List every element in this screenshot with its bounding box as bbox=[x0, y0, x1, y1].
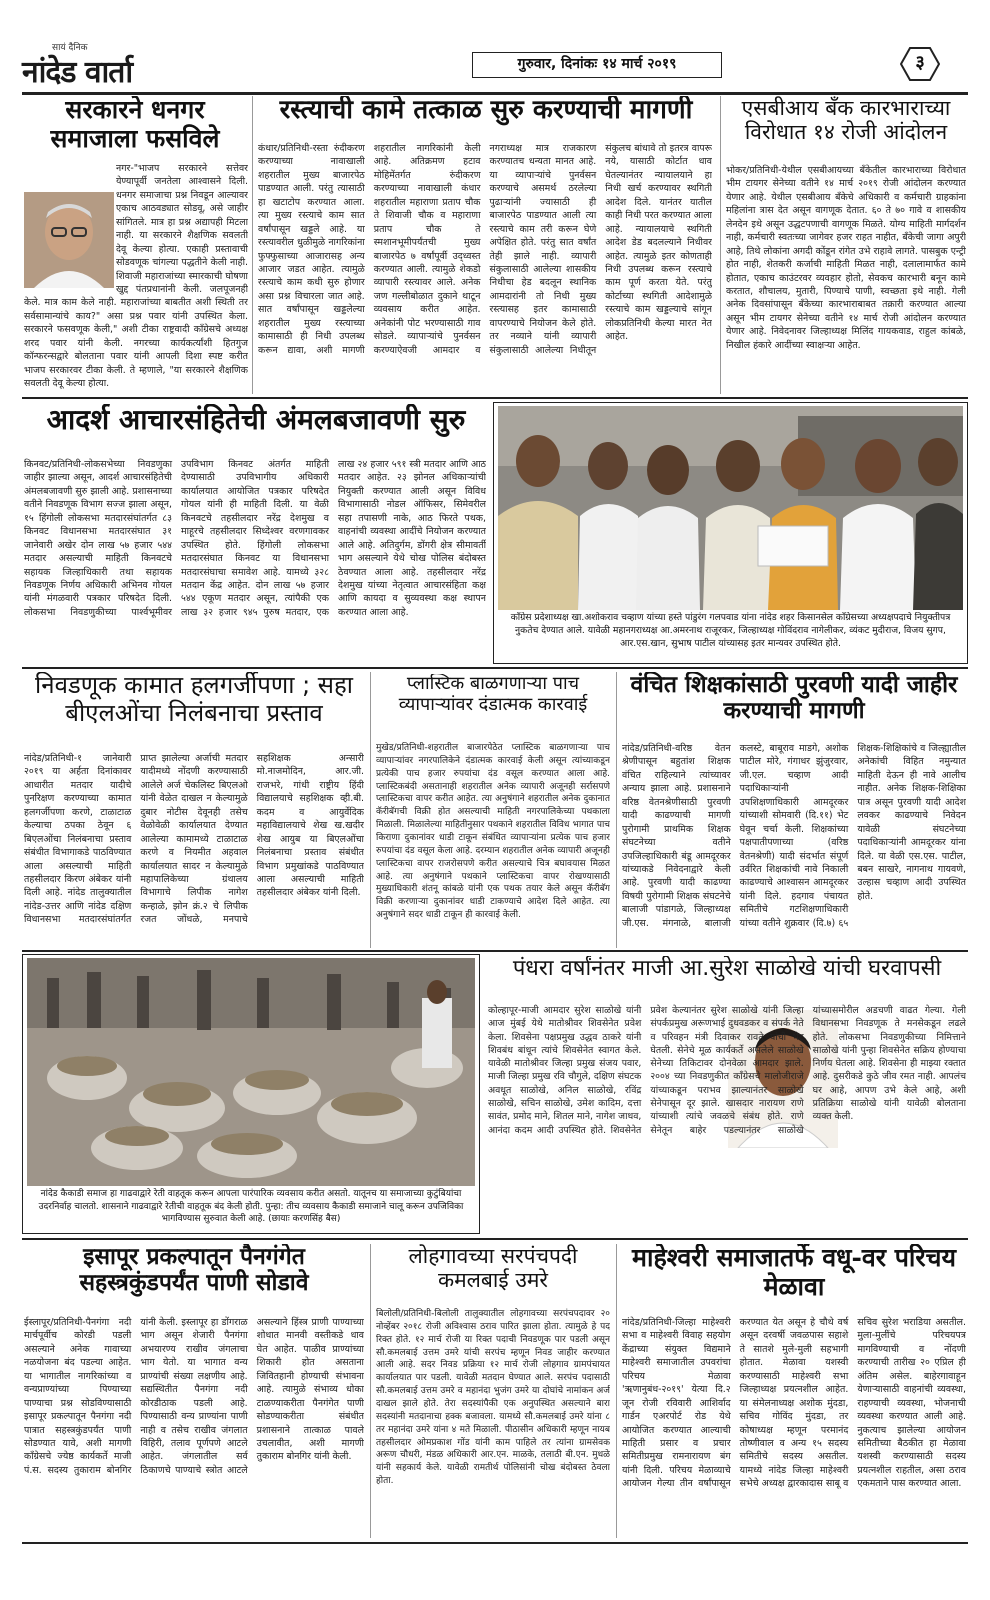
article-salokhe-return-text bbox=[488, 1004, 966, 1232]
headline-plastic-action: प्लास्टिक बाळगणाऱ्या पाच व्यापाऱ्यांवर दंडात्मक कारवाई bbox=[398, 674, 588, 715]
article-road-works-text: कंधार/प्रतिनिधी-रस्ता रुंदीकरण करण्याच्या नावाखाली शहरातील मुख्य बाजारपेठ पाडण्यात आली. परंतु त्यासाठी हा खटाटोप करण्यात आला. त्या मुख्य रस्त्याचे काम सात वर्षांपासून खड्डले आहे. या रस्त्यावरील धुळीमुळे नागरिकांना फुफ्फुसाच्या आजारासह अन्य आजार जडत आहेत. त्यामुळे रस्त्याचे काम कधी सुरु होणार असा प्रश्न विचारला जात आहे. सात वर्षांपासून खड्डलेल्या शहरातील मुख्य रस्त्याच्या कामासाठी ही निधी उपलब्ध करून द्यावा, अशी मागणी शहरातील नागरिकांनी केली आहे. अतिक्रमण हटाव मोहिमेंतर्गत रुंदीकरण करण्याच्या नावाखाली कंधार शहरातील महाराणा प्रताप चौक ते शिवाजी चौक व महाराणा प्रताप चौक ते स्मशानभूमीपर्यंतची मुख्य बाजारपेठ ७ वर्षांपूर्वी उद्ध्वस्त करण्यात आली. त्यामुळे शेकडो व्यापारी रस्त्यावर आले. अनेक जण गल्लीबोळात दुकाने थाटून व्यवसाय करीत आहेत. अनेकांनी पोट भरण्यासाठी गाव सोडले. व्यापाऱ्यांचे पुनर्वसन करण्याऐवजी आमदार व नगराध्यक्ष मात्र राजकारण करण्यातच धन्यता मानत आहे. या व्यापाऱ्यांचे पुनर्वसन करण्याचे असमर्थ ठरलेल्या पुढाऱ्यांनी ज्यासाठी ही बाजारपेठ पाडण्यात आली त्या रस्त्याचे काम तरी करून घेणे अपेक्षित होते. परंतु सात वर्षांत तेही झाले नाही. व्यापारी संकुलासाठी आलेल्या शासकीय निधीचा हेड बदलून स्थानिक आमदारांनी तो निधी मुख्य रस्त्यासह इतर कामासाठी वापरण्याचे नियोजन केले होते. तर नव्याने यांनी व्यापारी संकुलासाठी आलेल्या निधीतून संकुलच बांधावे तो इतरत्र वापरू नये, यासाठी कोर्टात धाव घेतल्यानंतर न्यायालयाने हा निधी खर्च करण्यावर स्थगिती आदेश दिले. यानंतर यातील काही निधी परत करण्यात आला आहे. न्यायालयाचे स्थगिती आदेश डेड बदलल्याने निधीवर आहेत. त्यामुळे इतर कोणताही निधी उपलब्ध करून रस्त्याचे काम पूर्ण करता येते. परंतु कोर्टाच्या स्थगिती आदेशामुळे रस्त्याचे काम खड्डल्याचे सांगून लोकप्रतिनिधी केल्या मारत नेत आहेत. bbox=[258, 143, 712, 356]
divider bbox=[370, 1244, 371, 1538]
divider bbox=[616, 672, 617, 948]
headline-isapur-water: इसापूर प्रकल्पातून पैनगंगेत सहस्त्रकुंडपर्यंत पाणी सोडावे bbox=[79, 1244, 309, 1297]
top-rule bbox=[22, 92, 968, 95]
page-number-label: ३ bbox=[915, 52, 925, 73]
article-sbi-protest-text: भोकर/प्रतिनिधी-येथील एसबीआयच्या बँकेतील कारभाराच्या विरोधात भीम टायगर सेनेच्या वतीने १४ मार्च २०१९ रोजी आंदोलन करण्यात येणार आहे. येथील एसबीआय बँकेचे अधिकारी व कर्मचारी ग्राहकांना महिलांना त्रास देत असून वागणूक देतात. ६० ते ७० गावे व शासकीय लेनदेन इथे असून उद्धटपणाची वागणूक मिळते. योग्य माहिती मार्गदर्शन नाही, कर्मचारी स्वतःच्या जागेवर हजर राहत नाहीत, बँकेची जागा अपुरी आहे, तिथे लोकांना अगदी कोंडून रांगेत उभे राहावे लागते. पासबुक एन्ट्री होत नाही, शेतकरी कर्जाची माहिती मिळत नाही, दलालामार्फत कामे होतात, एकाच काउंटरवर व्यवहार होतो, सेवकच कारभारी बनून कामे करतात, शौचालय, मुतारी, पिण्याचे पाणी, स्वच्छता इथे नाही. गेली अनेक दिवसांपासून बँकेच्या कारभाराबाबत तक्रारी करण्यात आल्या असून भीम टायगर सेनेच्या वतीने १४ मार्च रोजी आंदोलन करण्यात येणार आहे. निवेदनावर जिल्हाध्यक्ष मिलिंद गायकवाड, राहुल कांबळे, निखील हंकारे आदींच्या स्वाक्षऱ्या आहेत. bbox=[726, 165, 966, 351]
divider bbox=[252, 96, 253, 394]
article-dhangar-body: नगर-"भाजप सरकारने सत्तेवर येण्यापूर्वी जनतेला आश्वासने दिली. धनगर समाजाचा प्रश्न निवडून आल्यावर एकाच आठवड्यात सोडवू, असे जाहीर सांगितले. मात्र हा प्रश्न अद्यापही मिटला नाही. या सरकारने शैक्षणिक सवलती देवू केल्या होत्या. एकाही प्रस्तावाची सोडवणूक चांगल्या पद्धतीने केली नाही. शिवाजी महाराजांच्या स्मारकाची घोषणा खुद्द पंतप्रधानांनी केली. जलपूजनही केले. मात्र काम केले नाही. महाराजांच्या बाबतीत अशी स्थिती तर सर्वसामान्यांचे काय?" असा प्रश्न पवार यांनी उपस्थित केला. सरकारने फसवणूक केली," अशी टीका राष्ट्रवादी काँग्रेसचे अध्यक्ष शरद पवार यांनी केली. नगरच्या कार्यकर्त्यांशी हितगुज कॉन्फरन्सद्वारे बोलताना पवार यांनी आपली दिशा स्पष्ट करीत भाजप सरकारवर टीका केली. ते म्हणाले, "या सरकारने शैक्षणिक सवलती देवू केल्या होत्या. bbox=[24, 163, 248, 389]
headline-teachers-list: वंचित शिक्षकांसाठी पुरवणी यादी जाहीर करण्याची मागणी bbox=[630, 672, 958, 725]
article-plastic-action-text: मुखेड/प्रतिनिधी-शहरातील बाजारपेठेत प्लास्टिक बाळगणाऱ्या पाच व्यापाऱ्यांवर नगरपालिकेने दंडात्मक कारवाई केली असून त्यांच्याकडून प्रत्येकी पाच हजार रुपयांचा दंड वसूल करण्यात आला आहे. प्लास्टिकबंदी असतानाही शहरातील अनेक व्यापारी अजूनही सर्रासपणे प्लास्टिकचा वापर करीत आहेत. त्या अनुषंगाने शहरातील अनेक दुकानात कॅरीबॅगची विक्री होत असल्याची माहिती नगरपालिकेच्या पथकाला मिळाली. मिळालेल्या माहितीनुसार पथकाने शहरातील विविध भागात पाच किराणा दुकानांवर धाडी टाकून संबंधित व्यापाऱ्यांना प्रत्येक पाच हजार रुपयांचा दंड वसूल केला आहे. दरम्यान शहरातील अनेक व्यापारी अजूनही प्लास्टिकचा वापर राजरोसपणे करीत असल्याचे चित्र बघावयास मिळत आहे. त्या अनुषंगाने पथकाने प्लास्टिकचा वापर रोखण्यासाठी मुख्याधिकारी शंतनू कांबळे यांनी एक पथक तयार केले असून कॅरीबॅग विक्री करणाऱ्या दुकानांवर धाडी टाकण्याचे आदेश दिले आहेत. त्या अनुषंगाने सदर धाडी टाकून ही कारवाई केली. bbox=[376, 743, 610, 921]
article-dhangar-text bbox=[24, 162, 248, 392]
article-lohgaon-sarpanch-text: बिलोली/प्रतिनिधी-बिलोली तालुक्यातील लोहगावच्या सरपंचपदावर २० नोव्हेंबर २०१८ रोजी अविश्वास ठराव पारित झाला होता. त्यामुळे हे पद रिक्त होते. १२ मार्च रोजी या रिक्त पदाची निवडणूक पार पडली असून सौ.कमलबाई उत्तम उमरे यांची सरपंच म्हणून निवड जाहीर करण्यात आली आहे. सदर निवड प्रक्रिया १२ मार्च रोजी लोहगाव ग्रामपंचायत कार्यालयात पार पडली. यावेळी मतदान घेण्यात आले. सरपंच पदासाठी सौ.कमलबाई उत्तम उमरे व महानंदा भुजंग उमरे या दोघांचे नामांकन अर्ज दाखल झाले होते. तेरा सदस्यांपैकी एक अनुपस्थित असल्याने बारा सदस्यांनी मतदानाचा हक्क बजावला. यामध्ये सौ.कमलबाई उमरे यांना ८ तर महानंदा उमरे यांना ४ मते मिळाली. पीठासीन अधिकारी म्हणून नायब तहसीलदार ओमप्रकाश गोंड यांनी काम पाहिले तर त्यांना ग्रामसेवक अरूण चौधरी, मंडळ अधिकारी आर.एन. माळके, तलाठी बी.एन. मुधळे यांनी सहकार्य केले. यावेळी रामतीर्थ पोलिसांनी चोख बंदोबस्त ठेवला होता. bbox=[376, 1309, 610, 1487]
article-blo-suspension-text: नांदेड/प्रतिनिधी-१ जानेवारी २०१९ या अर्हता दिनांकावर आधारीत मतदार यादीचे पुनरिक्षण करण्याच्या कामात हलगर्जीपणा करणे, टाळाटाळ केल्याचा ठपका ठेवून ६ बिएलओंचा निलंबनाचा प्रस्ताव संबंधीत विभागाकडे पाठविण्यात आला असल्याची माहिती तहसीलदार किरण अंबेकर यांनी दिली आहे. नांदेड तालुक्यातील नांदेड-उत्तर आणि नांदेड दक्षिण विधानसभा मतदारसंघांतर्गत प्राप्त झालेल्या अर्जाची मतदार यादीमध्ये नोंदणी करण्यासाठी आलेले अर्ज चेकलिस्ट बिएलओ यांनी वेळेत दाखल न केल्यामुळे दुबार नोटीस देवूनही तसेच वेळोवेळी कार्यालयात देण्यात आलेल्या कामामध्ये टाळाटाळ करणे व नियमीत अहवाल कार्यालयात सादर न केल्यामुळे महापालिकेच्या ग्रंथालय विभागाचे लिपीक नागेश कन्हाळे, झोन क्रं.२ चे लिपीक रजत जोंधळे, मनपाचे सहशिक्षक अन्सारी मो.नाजमोदिन, आर.जी. राजभरे, गांधी राष्ट्रीय हिंदी विद्यालयाचे सहशिक्षक व्ही.बी. कदम व आयुर्वेदिक महाविद्यालयाचे शेख ख.खदीर शेख आयुब या बिएलओंचा निलंबनाचा प्रस्ताव संबंधीत विभाग प्रमुखांकडे पाठविण्यात आला असल्याची माहिती तहसीलदार अंबेकर यांनी दिली. bbox=[24, 753, 364, 926]
section-rule bbox=[22, 397, 968, 399]
article-isapur-water-text: ईस्लापूर/प्रतिनिधी-पैनगंगा नदी मार्चपूर्वीच कोरडी पडली असल्याने अनेक गावाच्या नळयोजना बंद पडल्या आहेत. या भागातील नागरिकांच्या व वन्यप्राण्यांच्या पिण्याच्या पाण्याचा प्रश्न सोडविण्यासाठी इसापूर प्रकल्पातून पैनगंगा नदी पात्रात सहस्त्रकुंडपर्यंत पाणी सोडण्यात यावे, अशी मागणी कॉंग्रेसचे ज्येष्ठ कार्यकर्ते माजी पं.स. सदस्य तुकाराम बोनगिर यांनी केली. इस्लापूर हा डोंगराळ भाग असून शेजारी पैनगंगा अभयारण्य राखीव जंगलाचा भाग येतो. या भागात वन्य प्राण्यांची संख्या लक्षणीय आहे. सद्यस्थितीत पैनगंगा नदी कोरडीठाक पडली आहे. पिण्यासाठी वन्य प्राण्यांना पाणी नाही व तसेच राखीव जंगलात विहिरी, तलाव पूर्णपणे आटले आहेत. जंगलातील सर्व ठिकाणचे पाण्याचे स्त्रोत आटले असल्याने हिंस्त्र प्राणी पाण्याच्या शोधात मानवी वस्तीकडे धाव घेत आहेत. पाळीव प्राण्यांच्या शिकारी होत असताना जिवितहानी होण्याची संभावना आहे. त्यामुळे संभाव्य धोका टाळण्याकरीता पैनगंगेत पाणी सोडण्याकरीता संबंधीत प्रशासनाने तात्काळ पावले उचलावीत, अशी मागणी तुकाराम बोनगिर यांनी केली. bbox=[24, 1317, 364, 1476]
masthead-tagline: सायं दैनिक bbox=[52, 43, 88, 53]
masthead-logo bbox=[22, 40, 222, 90]
congress-event-caption: कॉंग्रेस प्रदेशाध्यक्ष खा.अशोकराव चव्हाण यांच्या हस्ते पांडुरंग गलपवाड यांना नांदेड शहर किसानसेल कॉंग्रेसच्या अध्यक्षपदाचे नियुक्तीपत्र नुकतेच देण्यात आले. यावेळी महानगराध्यक्ष आ.अमरनाथ राजूरकर, जिल्हाध्यक्ष गोविंदराव नागेलीकर, व्यंकट मुदीराज, विजय सुगप, आर.एस.खान, सुभाष पाटील यांच्यासह इतर मान्यवर उपस्थित होते. bbox=[510, 612, 951, 649]
masthead bbox=[22, 40, 968, 90]
section-rule bbox=[22, 950, 968, 952]
article-maheshwari-melava-text: नांदेड/प्रतिनिधी-जिल्हा माहेश्वरी सभा व माहेश्वरी विवाह सहयोग केंद्राच्या संयुक्त विद्यमाने माहेश्वरी समाजातील उपवरांचा परिचय मेळावा 'ऋणानुबंध-२०१९' येत्या दि.२ जून रोजी रविवारी आशिर्वाद गार्डन एअरपोर्ट रोड येथे आयोजित करण्यात आल्याची माहिती प्रसार व प्रचार समितीप्रमुख रामनारायण बंग यांनी दिली. परिचय मेळाव्याचे आयोजन गेल्या तीन वर्षांपासून करण्यात येत असून हे चौथे वर्ष असून दरवर्षी जवळपास सहाशे ते सातशे मुले-मुली सहभागी होतात. मेळावा यशस्वी करण्यासाठी माहेश्वरी सभा जिल्हाध्यक्ष प्रयत्नशील आहेत. या संमेलनाध्यक्ष अशोक मुंदडा, सचिव गोविंद मुंदडा, तर कोषाध्यक्ष म्हणून परमानंद तोष्णीवाल व अन्य १५ सदस्य समितीचे सदस्य असतील. यामध्ये नांदेड जिल्हा माहेश्वरी सभेचे अध्यक्ष द्वारकादास साबू व सचिव सुरेश भराडिया असतील. मुला-मुलींचे परिचयपत्र मागविण्याची व नोंदणी करण्याची तारीख २० एप्रिल ही अंतिम असेल. बाहेरगावाहून येणाऱ्यासाठी वाहनांची व्यवस्था, राहण्याची व्यवस्था, भोजनाची व्यवस्था करण्यात आली आहे. नुकत्याच झालेल्या आयोजन समितीच्या बैठकीत हा मेळावा यशस्वी करण्यासाठी सदस्य प्रयत्नशील राहतील, असा ठराव एकमताने पास करण्यात आला. bbox=[622, 1317, 966, 1490]
bottom-rule bbox=[22, 1542, 968, 1544]
masthead-date: गुरुवार, दिनांकः १४ मार्च २०१९ bbox=[472, 52, 722, 78]
donkeys-sand-caption: नांदेड कैकाडी समाज हा गाढवाद्वारे रेती वाहतूक करून आपला पारंपारिक व्यवसाय करीत असतो. यातूनच या समाजाच्या कुटुंबियांचा उदरनिर्वाह चालतो. शासनाने गाढवाद्वारे रेतीची वाहतूक बंद केली होती. पुन्हा: तीच व्यवसाय कैकाडी समाजाने चालू करून उपजिविका भागविण्यास सुरुवात केली आहे. (छायाः करणसिंह बैस) bbox=[38, 1189, 464, 1225]
headline-maheshwari-melava: माहेश्वरी समाजातर्फे वधू-वर परिचय मेळावा bbox=[632, 1244, 956, 1301]
headline-code-of-conduct: आदर्श आचारसंहितेची अंमलबजावणी सुरु bbox=[46, 404, 466, 436]
headline-salokhe-return: पंधरा वर्षांनंतर माजी आ.सुरेश साळोखे यांची घरवापसी bbox=[512, 956, 942, 981]
headline-blo-suspension: निवडणूक कामात हलगर्जीपणा ; सहा बीएलओंचा निलंबनाचा प्रस्ताव bbox=[35, 672, 353, 727]
headline-road-works: रस्त्याची कामे तत्काळ सुरु करण्याची मागणी bbox=[279, 96, 693, 125]
section-rule bbox=[22, 667, 968, 669]
divider bbox=[720, 96, 721, 394]
page-number bbox=[900, 46, 940, 82]
congress-event-photo bbox=[498, 406, 963, 610]
article-code-of-conduct-text: किनवट/प्रतिनिधी-लोकसभेच्या निवडणुका जाहीर झाल्या असून, आदर्श आचारसंहितेची अंमलबजावणी सुरु झाली आहे. प्रशासनाच्या वतीने निवडणूक विभाग सज्ज झाला असून, १५ हिंगोली लोकसभा मतदारसंघांतर्गत ८३ किनवट विधानसभा मतदारसंघात ३१ जानेवारी अखेर दोन लाख ५७ हजार ५४४ मतदार असल्याची माहिती किनवटचे सहायक जिल्हाधिकारी तथा सहायक निवडणूक निर्णय अधिकारी अभिनव गोयल यांनी मंगळवारी पत्रकार परिषदेत दिली. लोकसभा निवडणुकीच्या पार्श्वभूमीवर उपविभाग किनवट अंतर्गत माहिती देण्यासाठी उपविभागीय अधिकारी कार्यालयात आयोजित पत्रकार परिषदेत गोयल यांनी ही माहिती दिली. या वेळी किनवटचे तहसीलदार नरेंद्र देशमुख व माहूरचे तहसीलदार सिध्देश्वर वरणगावकर उपस्थित होते. हिंगोली लोकसभा मतदारसंघात किनवट या विधानसभा मतदारसंघाचा समावेश आहे. यामध्ये ३२८ मतदान केंद्र आहेत. दोन लाख ५७ हजार ५४४ एकूण मतदार असून, त्यांपैकी एक लाख ३२ हजार ९४५ पुरुष मतदार, एक लाख २४ हजार ५९१ स्त्री मतदार आणि आठ मतदार आहेत. २३ झोनल अधिकाऱ्यांची नियुक्ती करण्यात आली असून विविध विभागासाठी नोडल ऑफिसर, सिमेवरील सहा तपासणी नाके, आठ फिरते पथक, वाहनांची व्यवस्था आदींचे नियोजन करण्यात आले आहे. अतिदुर्गम, डोंगरी क्षेत्र सीमावर्ती भाग असल्याने येथे चोख पोलिस बंदोबस्त ठेवण्यात आला आहे. तहसीलदार नरेंद्र देशमुख यांच्या नेतृत्वात आचारसंहिता कक्ष आणि कायदा व सुव्यवस्था कक्ष स्थापन करण्यात आला आहे. bbox=[24, 459, 486, 618]
article-salokhe-body: कोल्हापूर-माजी आमदार सुरेश साळोखे यांनी आज मुंबई येथे मातोश्रीवर शिवसेनेत प्रवेश केला. शिवसेना पक्षप्रमुख उद्धव ठाकरे यांनी शिवबंध बांधून त्यांचे शिवसेनेत स्वागत केले. यावेळी मातोश्रीवर जिल्हा प्रमुख संजय पवार, माजी जिल्हा प्रमुख रवि चौगुले, दक्षिण संघटक अवधूत साळोखे, अनिल साळोखे, रविंद्र साळोखे, सचिन साळोखे, उमेश कादिम, दत्ता सावंत, प्रमोद माने, शितल माने, नागेश जाधव, आनंदा कदम आदी उपस्थित होते. शिवसेनेत प्रवेश केल्यानंतर सुरेश साळोखे यांनी जिल्हा संपर्कप्रमुख अरूणभाई दुधवडकर व संपर्क नेते व परिवहन मंत्री दिवाकर रावते यांची भेट घेतली. सेनेचे मूळ कार्यकर्ते असलेले साळोखे सेनेच्या तिकिटावर दोनवेळा आमदार झाले. २००४ च्या निवडणुकीत कॉंग्रेसचे मालोजीराजे यांच्याकडून पराभव झाल्यानंतर साळोखे सेनेपासून दूर झाले. खासदार नारायण राणे यांच्याशी त्यांचे जवळचे संबंध होते. राणे सेनेतून बाहेर पडल्यानंतर साळोखे यांच्यासमोरील अडचणी वाढत गेल्या. गेली विधानसभा निवडणूक ते मनसेकडून लढले होते. लोकसभा निवडणुकीच्या निमित्ताने साळोखे यांनी पुन्हा शिवसेनेत सक्रिय होण्याचा निर्णय घेतला आहे. शिवसेना ही माझ्या रक्तात आहे. दुसरीकडे कुठे जीव रमत नाही. आपलंच घर आहे, आपण उभे केले आहे, अशी प्रतिक्रिया साळोखे यांनी यावेळी बोलताना व्यक्त केली. bbox=[488, 1005, 966, 1136]
headline-lohgaon-sarpanch: लोहगावच्या सरपंचपदी कमलबाई उमरे bbox=[408, 1244, 578, 1293]
donkeys-sand-photo bbox=[27, 958, 475, 1186]
section-rule bbox=[22, 1238, 968, 1240]
headline-sbi-protest: एसबीआय बँक कारभाराच्या विरोधात १४ रोजी आंदोलन bbox=[741, 96, 951, 145]
masthead-name: नांदेड वार्ता bbox=[22, 55, 133, 90]
headline-dhangar: सरकारने धनगर समाजाला फसविले bbox=[50, 96, 220, 153]
divider bbox=[370, 672, 371, 948]
divider bbox=[616, 1244, 617, 1538]
article-teachers-list-text: नांदेड/प्रतिनिधी-वरिष्ठ वेतन श्रेणीपासून बहुतांश शिक्षक वंचित राहिल्याने त्यांच्यावर अन्याय झाला आहे. प्रशासनाने वरिष्ठ वेतनश्रेणीसाठी पुरवणी यादी काढण्याची मागणी पुरोगामी प्राथमिक शिक्षक संघटनेच्या वतीने उपजिल्हाधिकारी बंडू आमदूरकर यांच्याकडे निवेदनाद्वारे केली आहे. पुरवणी यादी काढण्या विषयी पुरोगामी शिक्षक संघटनेचे बालाजी पांडागळे, जिल्हाध्यक्ष जी.एस. मंगनाळे, बालाजी कलस्टे, बाबूराव माडगे, अशोक पाटील मोरे, गंगाधर झुंजुरवार, जी.एल. चव्हाण आदी पदाधिकाऱ्यांनी उपशिक्षणाधिकारी आमदूरकर यांच्याशी सोमवारी (दि.११) भेट घेवून चर्चा केली. शिक्षकांच्या पक्षपातीपणाच्या (वरिष्ठ वेतनश्रेणी) यादी संदर्भात संपूर्ण उर्वरित शिक्षकांची नावे निकाली काढण्याचे आश्वासन आमदूरकर यांनी दिले. हदगाव पंचायत समितीचे गटशिक्षणाधिकारी यांच्या वतीने शुक्रवार (दि.७) ६५ शिक्षक-शिक्षिकांचे व जिल्ह्यातील अनेकांची विहित नमुन्यात माहिती देऊन ही नावे आलीच नाहीत. अनेक शिक्षक-शिक्षिका पात्र असून पुरवणी यादी आदेश लवकर काढण्याचे निवेदन यावेळी संघटनेच्या पदाधिकाऱ्यांनी आमदूरकर यांना दिले. या वेळी एस.एस. पाटील, बबन साखरे, नागनाथ गायवणे, उल्हास चव्हाण आदी उपस्थित होते. bbox=[622, 743, 966, 929]
